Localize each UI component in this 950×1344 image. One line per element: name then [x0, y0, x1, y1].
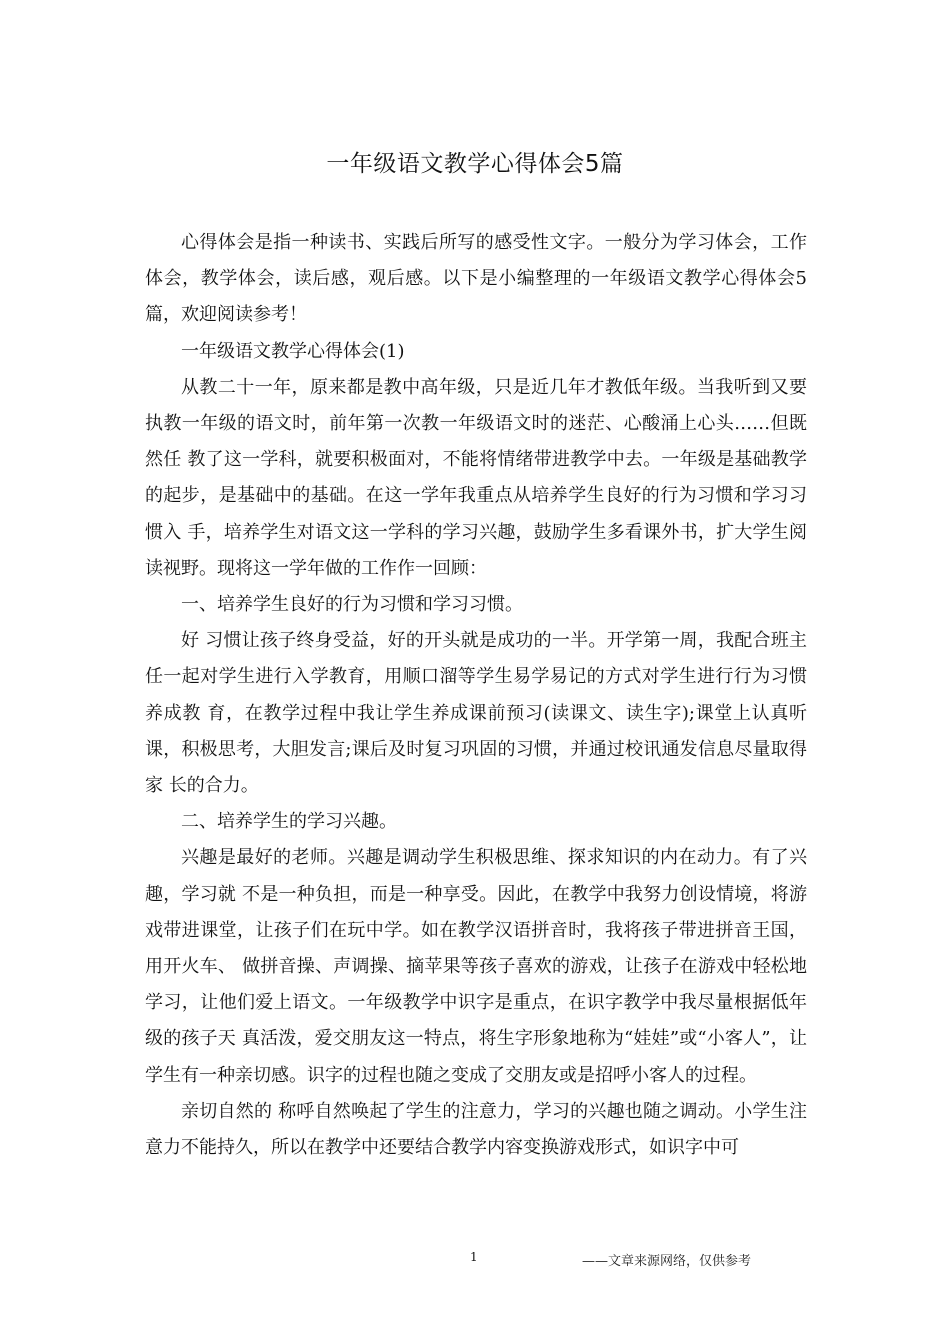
document-body	[145, 225, 807, 1166]
page-footer	[0, 1250, 950, 1270]
footer-note: ——文章来源网络，仅供参考	[582, 1254, 752, 1269]
section-heading-1: 一年级语文教学心得体会(1)	[181, 340, 405, 362]
paragraph-intro: 心得体会是指一种读书、实践后所写的感受性文字。一般分为学习体会，工作体会，教学体会，读后感，观后感。以下是小编整理的一年级语文教学心得体会5篇，欢迎阅读参考！	[145, 232, 807, 326]
page-number: 1	[470, 1250, 478, 1264]
paragraph: 从教二十一年，原来都是教中高年级，只是近几年才教低年级。当我听到又要执教一年级的语文时，前年第一次教一年级语文时的迷茫、心酸涌上心头……但既然任 教了这一学科，就要积极面对，不能将情绪带进教学中去。一年级是基础教学的起步，是基础中的基础。在这一学年我重点从培养学生良好的行为习惯和学习习惯入 手，培养学生对语文这一学科的学习兴趣，鼓励学生多看课外书，扩大学生阅读视野。现将这一学年做的工作作一回顾：	[145, 376, 807, 579]
paragraph: 兴趣是最好的老师。兴趣是调动学生积极思维、探求知识的内在动力。有了兴趣，学习就 不是一种负担，而是一种享受。因此，在教学中我努力创设情境，将游戏带进课堂，让孩子们在玩中学。如在教学汉语拼音时，我将孩子带进拼音王国，用开火车、 做拼音操、声调操、摘苹果等孩子喜欢的游戏，让孩子在游戏中轻松地学习，让他们爱上语文。一年级教学中识字是重点，在识字教学中我尽量根据低年级的孩子天 真活泼，爱交朋友这一特点，将生字形象地称为“娃娃”或“小客人”，让学生有一种亲切感。识字的过程也随之变成了交朋友或是招呼小客人的过程。	[145, 847, 807, 1086]
paragraph: 好 习惯让孩子终身受益，好的开头就是成功的一半。开学第一周，我配合班主任一起对学生进行入学教育，用顺口溜等学生易学易记的方式对学生进行行为习惯养成教 育，在教学过程中我让学生养成课前预习(读课文、读生字);课堂上认真听课，积极思考，大胆发言;课后及时复习巩固的习惯，并通过校讯通发信息尽量取得家 长的合力。	[145, 630, 807, 797]
subheading-2: 二、培养学生的学习兴趣。	[181, 811, 397, 833]
subheading-1: 一、培养学生良好的行为习惯和学习习惯。	[181, 594, 523, 616]
document-title: 一年级语文教学心得体会5篇	[326, 151, 624, 177]
paragraph: 亲切自然的 称呼自然唤起了学生的注意力，学习的兴趣也随之调动。小学生注意力不能持久，所以在教学中还要结合教学内容变换游戏形式，如识字中可	[145, 1100, 807, 1159]
